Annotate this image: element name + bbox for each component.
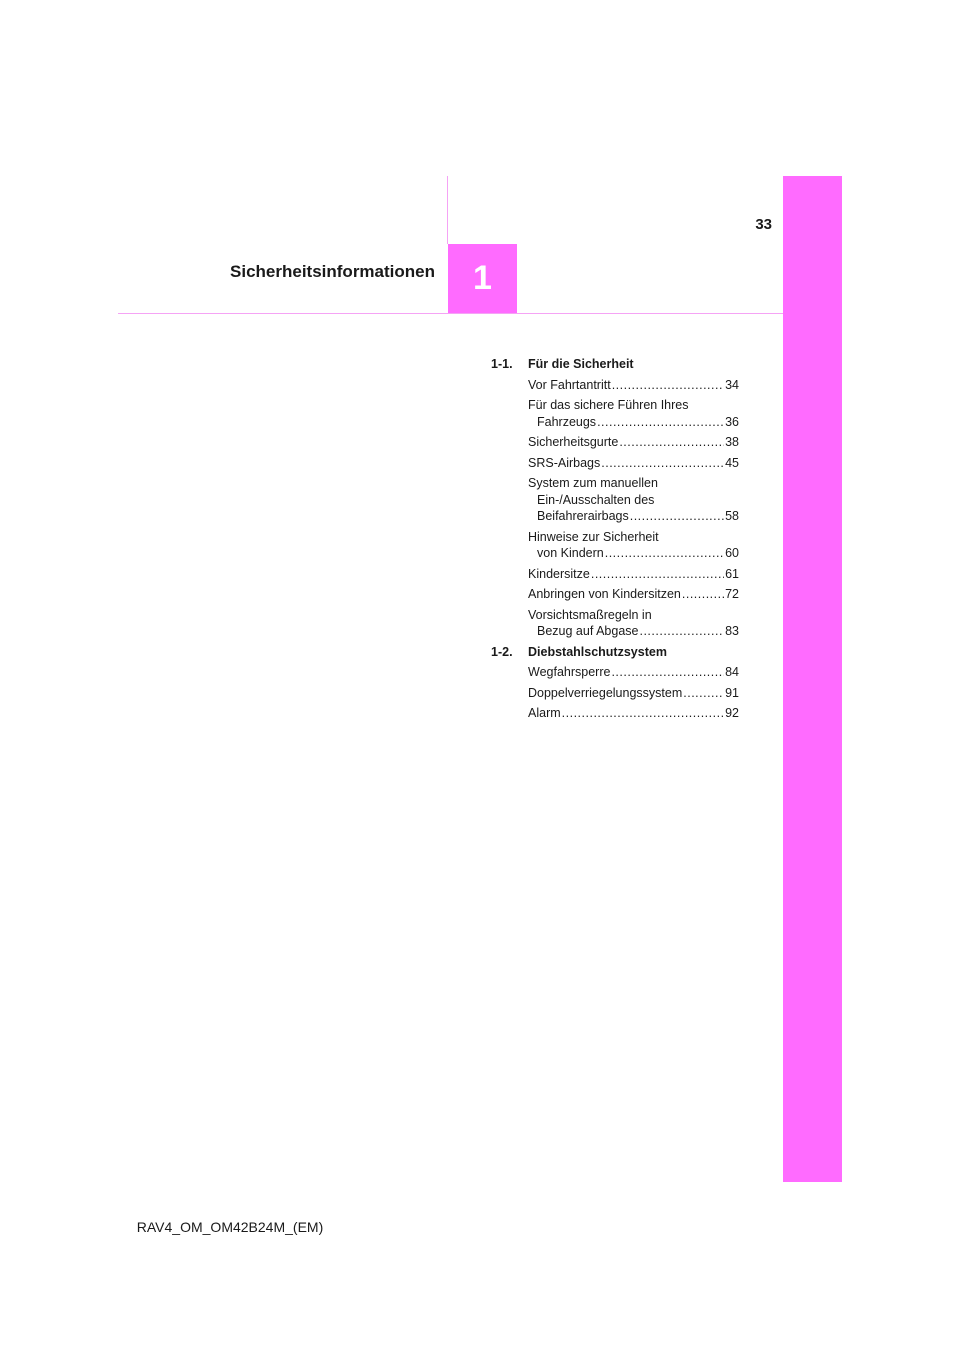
chapter-title: Sicherheitsinformationen <box>230 262 435 281</box>
toc-entry[interactable] <box>528 566 739 583</box>
toc-dot-leader <box>562 705 724 722</box>
toc-entry-line <box>528 685 739 702</box>
toc-entry[interactable] <box>528 434 739 451</box>
toc-entry-title: Vor Fahrtantritt <box>528 377 611 392</box>
toc-entry[interactable] <box>528 475 739 525</box>
toc-dot-leader <box>605 545 724 562</box>
document-code: RAV4_OM_OM42B24M_(EM) <box>136 1219 324 1235</box>
toc-entry-line <box>528 623 739 640</box>
toc-entry-title: Ein-/Ausschalten des <box>537 492 655 507</box>
toc-entry-line <box>528 455 739 472</box>
toc-dot-leader <box>683 685 724 702</box>
toc-entry[interactable] <box>528 529 739 562</box>
toc-entry-title: von Kindern <box>537 546 604 560</box>
toc-entry-line <box>528 492 739 509</box>
toc-entry-title: Hinweise zur Sicherheit <box>528 529 659 544</box>
toc-section-number: 1-2. <box>491 644 513 659</box>
toc-dot-leader <box>591 566 724 583</box>
toc-entry[interactable] <box>528 377 739 394</box>
toc-entry-title: Bezug auf Abgase <box>537 624 639 638</box>
toc-entry-title: Beifahrerairbags <box>537 509 629 523</box>
header-horizontal-rule <box>118 313 783 314</box>
toc-entry-line <box>528 664 739 681</box>
toc-entry[interactable] <box>528 607 739 640</box>
toc-page-number: 84 <box>725 665 739 679</box>
toc-entry-line <box>528 705 739 722</box>
toc-dot-leader <box>619 434 724 451</box>
toc-entry-title: System zum manuellen <box>528 476 658 490</box>
toc-section-title: Für die Sicherheit <box>528 357 634 371</box>
toc-entry[interactable] <box>528 455 739 472</box>
toc-section-heading <box>491 644 739 661</box>
toc-entry-line <box>528 414 739 431</box>
header-vertical-rule <box>447 176 448 244</box>
toc-entry-title: Anbringen von Kindersitzen <box>528 587 681 601</box>
toc-section-title: Diebstahlschutzsystem <box>528 644 667 659</box>
toc-entry[interactable] <box>528 685 739 702</box>
toc-dot-leader <box>597 414 724 431</box>
toc-dot-leader <box>682 586 724 603</box>
table-of-contents <box>491 356 739 726</box>
toc-page-number: 60 <box>725 546 739 560</box>
toc-section-number: 1-1. <box>491 357 513 371</box>
toc-page-number: 36 <box>725 414 739 429</box>
toc-entry-line <box>528 377 739 394</box>
toc-page-number: 92 <box>725 706 739 720</box>
toc-entry-line <box>528 529 739 546</box>
toc-entry[interactable] <box>528 664 739 681</box>
toc-page-number: 72 <box>725 587 739 601</box>
toc-entry-line <box>528 607 739 624</box>
toc-entry-line <box>528 545 739 562</box>
toc-section-heading <box>491 356 739 373</box>
toc-dot-leader <box>601 455 724 472</box>
chapter-side-tab <box>783 176 842 1182</box>
chapter-number-box: 1 <box>448 244 517 313</box>
toc-page-number: 58 <box>725 509 739 523</box>
toc-dot-leader <box>630 508 724 525</box>
toc-page-number: 61 <box>725 566 739 581</box>
toc-dot-leader <box>639 623 724 640</box>
toc-entry-title: Kindersitze <box>528 566 590 581</box>
toc-entry-title: Wegfahrsperre <box>528 665 611 679</box>
toc-entry-line <box>528 475 739 492</box>
toc-entry-title: Fahrzeugs <box>537 414 597 429</box>
toc-entry-title: Für das sichere Führen Ihres <box>528 398 689 412</box>
toc-entry[interactable] <box>528 397 739 430</box>
toc-entry-title: Vorsichtsmaßregeln in <box>528 607 652 622</box>
toc-entry-title: Sicherheitsgurte <box>528 435 619 449</box>
toc-dot-leader <box>611 664 724 681</box>
toc-page-number: 38 <box>725 435 739 449</box>
toc-entry-title: Alarm <box>528 706 561 720</box>
toc-entry-title: SRS-Airbags <box>528 455 601 470</box>
toc-entry-title: Doppelverriegelungssystem <box>528 685 683 700</box>
toc-entry-line <box>528 508 739 525</box>
toc-entry-line <box>528 586 739 603</box>
toc-entry[interactable] <box>528 705 739 722</box>
toc-page-number: 83 <box>725 624 739 638</box>
toc-entry-line <box>528 397 739 414</box>
toc-page-number: 91 <box>725 685 739 700</box>
toc-entry-line <box>528 434 739 451</box>
toc-entry[interactable] <box>528 586 739 603</box>
page-number: 33 <box>755 216 772 233</box>
toc-entry-line <box>528 566 739 583</box>
toc-page-number: 34 <box>725 377 739 392</box>
toc-dot-leader <box>612 377 724 394</box>
toc-page-number: 45 <box>725 455 739 470</box>
